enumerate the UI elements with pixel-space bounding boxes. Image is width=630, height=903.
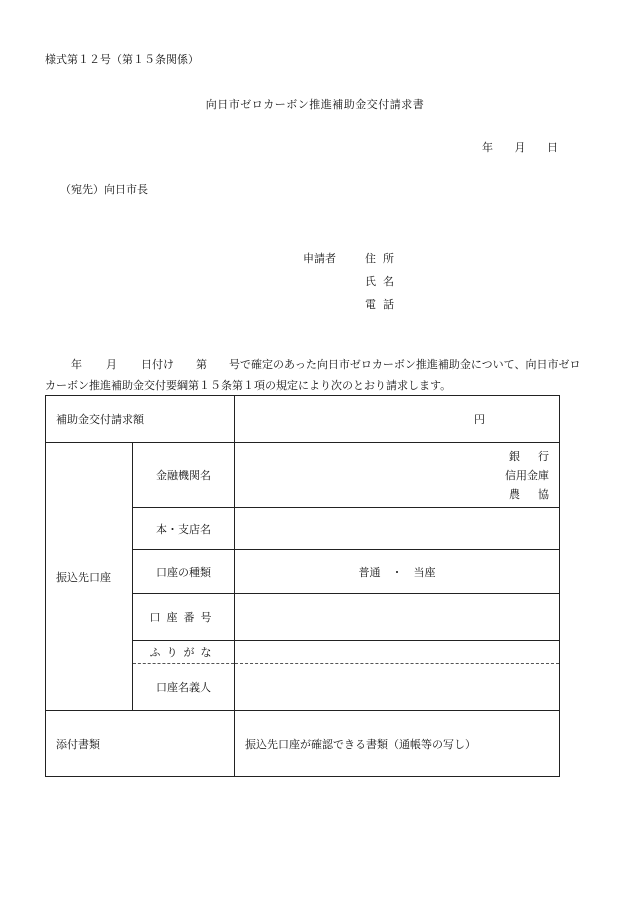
- bank-type-bank: 銀行: [509, 449, 567, 463]
- bank-label: 金融機関名: [133, 443, 235, 508]
- applicant-block: [303, 246, 401, 315]
- holder-value: [235, 664, 560, 711]
- phone-label: 電話: [365, 297, 401, 311]
- bank-type-nokyo: 農協: [509, 487, 567, 501]
- request-statement: [45, 354, 585, 396]
- name-label: 氏名: [365, 274, 401, 288]
- holder-label: 口座名義人: [133, 664, 235, 711]
- branch-value: [235, 508, 560, 550]
- attachments-value: 振込先口座が確認できる書類（通帳等の写し）: [235, 711, 560, 777]
- furigana-label: ふりがな: [133, 641, 235, 664]
- document-title: 向日市ゼロカーボン推進補助金交付請求書: [205, 98, 425, 111]
- body-number-prefix: 第: [196, 358, 207, 371]
- account-number-label: 口座番号: [133, 594, 235, 641]
- date-line: 年 月 日: [482, 141, 558, 154]
- account-type-label: 口座の種類: [133, 550, 235, 594]
- body-dated: 日付け: [141, 358, 174, 371]
- address-label: 住所: [365, 251, 401, 265]
- body-month: 月: [106, 358, 117, 371]
- amount-label: 補助金交付請求額: [46, 396, 235, 443]
- body-year: 年: [71, 358, 82, 371]
- furigana-value: [235, 641, 560, 664]
- bank-type-options: [235, 443, 567, 508]
- branch-label: 本・支店名: [133, 508, 235, 550]
- account-type-value: 普通 ・ 当座: [235, 550, 560, 594]
- account-number-value: [235, 594, 560, 641]
- form-number: 様式第１２号（第１５条関係）: [45, 53, 199, 66]
- addressee: （宛先）向日市長: [60, 183, 148, 196]
- attachments-label: 添付書類: [46, 711, 235, 777]
- amount-unit: 円: [235, 396, 560, 443]
- bank-type-shinkin: 信用金庫: [505, 468, 549, 482]
- body-text: 号で確定のあった向日市ゼロカーボン推進補助金について、向日市ゼロカーボン推進補助金交付要綱第１５条第１項の規定により次のとおり請求します。: [45, 358, 581, 392]
- account-label: 振込先口座: [46, 443, 133, 711]
- request-table: [45, 395, 567, 777]
- applicant-label: 申請者: [303, 251, 336, 265]
